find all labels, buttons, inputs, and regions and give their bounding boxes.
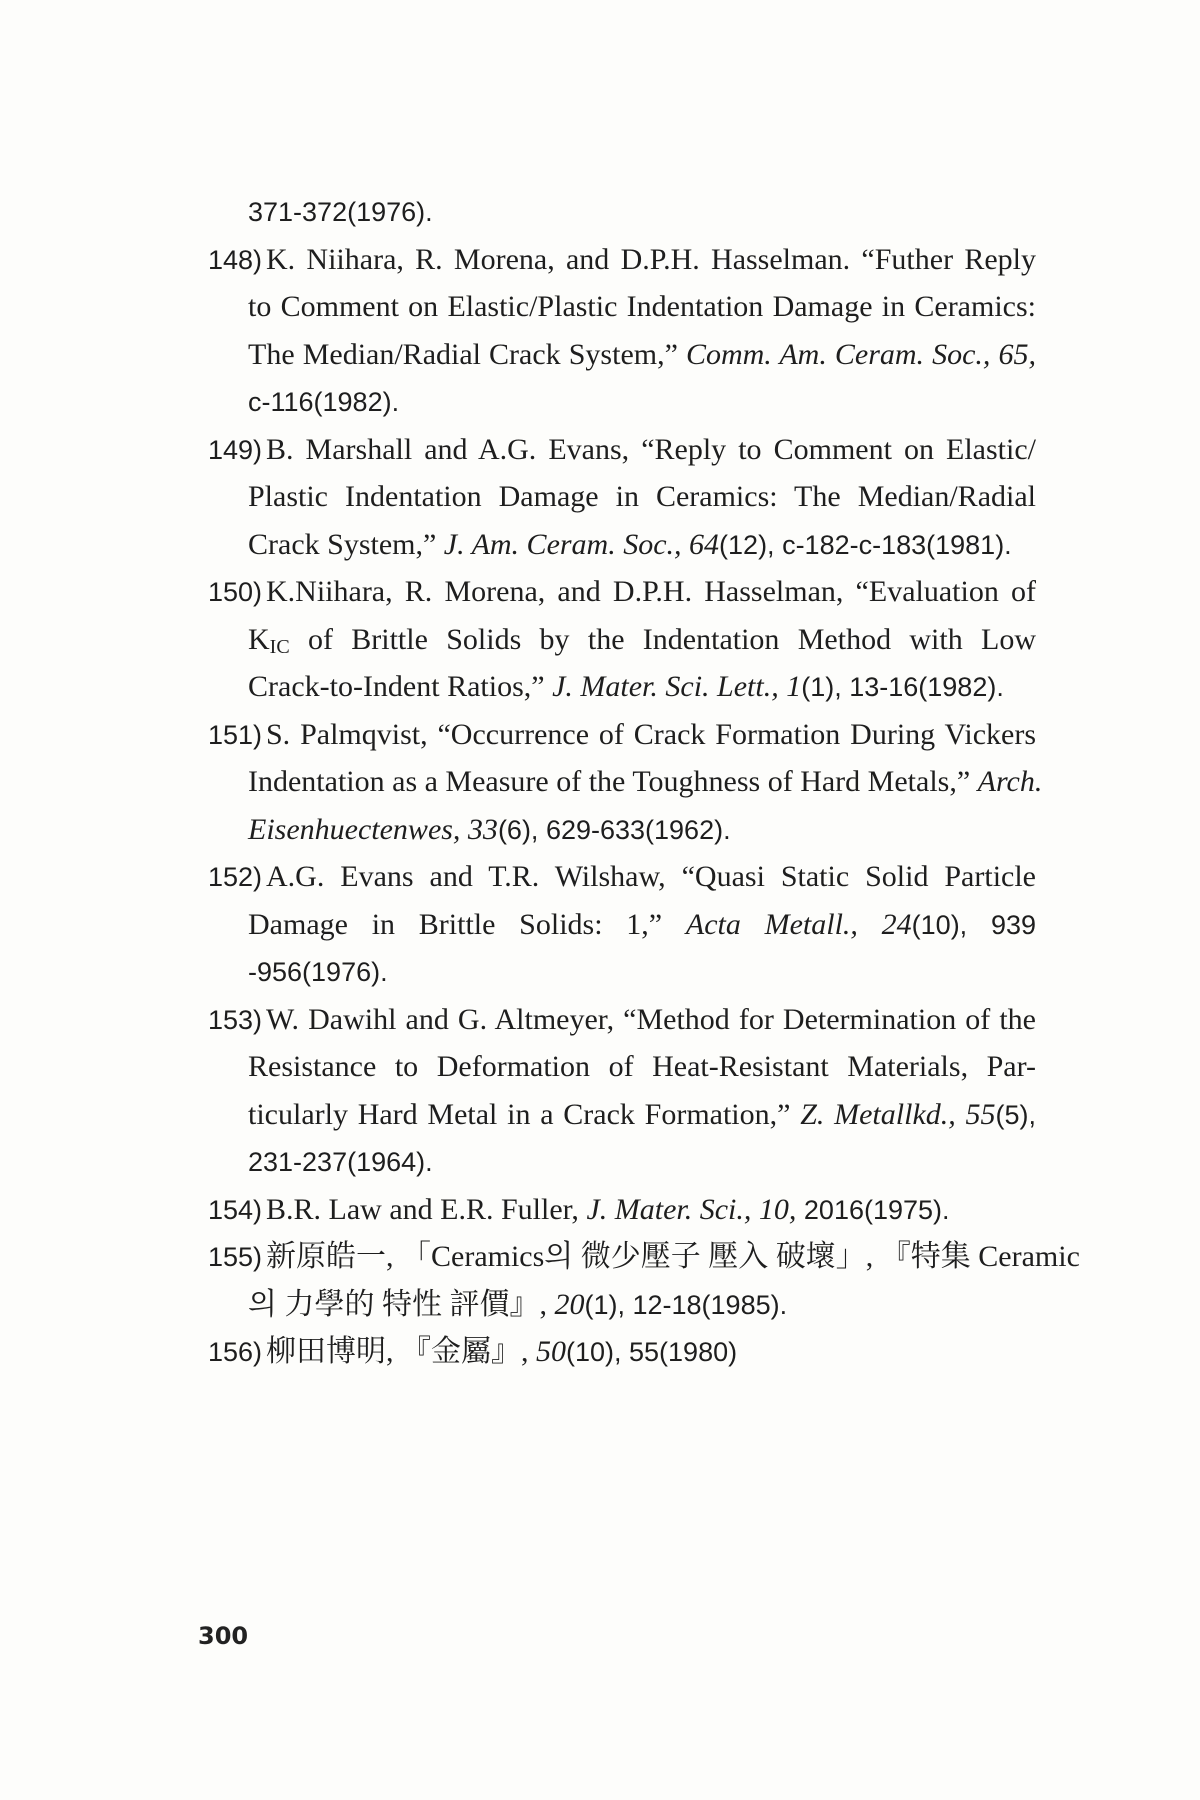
reference-number: 149): [208, 434, 263, 465]
reference-pages: -956(1976).: [248, 957, 388, 987]
reference-147-continuation: [208, 188, 1036, 236]
reference-text: B. Marshall and A.G. Evans, “Reply to Comment on Elastic/: [266, 432, 1036, 466]
reference-148-line-2: [208, 283, 1036, 331]
reference-pages: (6), 629-633(1962).: [497, 814, 731, 845]
reference-156: [208, 1328, 1036, 1376]
reference-pages: (1), 12-18(1985).: [584, 1289, 788, 1320]
reference-148-line-3: [208, 331, 1036, 379]
reference-pages: c-116(1982).: [248, 387, 400, 417]
reference-155: [208, 1233, 1080, 1281]
reference-155-line-2: [208, 1281, 1036, 1329]
reference-text: The Median/Radial Crack System,”: [248, 337, 686, 371]
reference-pages: (12), c-182-c-183(1981).: [719, 529, 1012, 560]
page-number: 300: [198, 1622, 249, 1650]
reference-147-tail: 371-372(1976).: [248, 197, 433, 227]
reference-148: [208, 236, 1036, 284]
reference-number: 156): [208, 1337, 263, 1367]
reference-number: 152): [208, 862, 263, 892]
reference-number: 154): [208, 1194, 263, 1225]
reference-text: Resistance to Deformation of Heat-Resistant Materials, Par-: [248, 1050, 1036, 1083]
reference-153-line-3: [208, 1091, 1036, 1139]
reference-148-line-4: [208, 378, 1036, 426]
reference-pages: (1), 13-16(1982).: [801, 672, 1004, 702]
reference-number: 155): [208, 1242, 263, 1272]
volume-number: 50: [536, 1335, 566, 1368]
reference-150: [208, 568, 1036, 616]
reference-152-line-2: [208, 901, 1036, 949]
reference-text: A.G. Evans and T.R. Wilshaw, “Quasi Static Solid Particle: [266, 860, 1036, 893]
reference-text: K.Niihara, R. Morena, and D.P.H. Hasselman, “Evaluation of: [266, 575, 1036, 608]
subscript-ic: IC: [269, 635, 290, 658]
reference-151-line-3: [208, 806, 1036, 854]
reference-text: ticularly Hard Metal in a Crack Formation,”: [248, 1097, 801, 1131]
reference-number: 150): [208, 577, 263, 607]
reference-text: Indentation as a Measure of the Toughness of Hard Metals,”: [248, 765, 978, 798]
reference-152-line-3: [208, 948, 1036, 996]
reference-list: [208, 188, 1080, 1376]
reference-number: 148): [208, 244, 263, 275]
journal-name: J. Mater. Sci. Lett., 1: [552, 670, 802, 703]
reference-text: 의 力學的 特性 評價』,: [248, 1287, 555, 1321]
reference-pages: (10), 55(1980): [566, 1337, 738, 1367]
reference-text: Crack-to-Indent Ratios,”: [248, 670, 553, 703]
journal-name: Comm. Am. Ceram. Soc., 65,: [685, 337, 1036, 371]
reference-text: K. Niihara, R. Morena, and D.P.H. Hasselman. “Futher Reply: [266, 242, 1036, 276]
journal-name: J. Am. Ceram. Soc., 64: [443, 527, 720, 561]
reference-151-line-2: [208, 758, 1043, 806]
reference-pages: (10), 939: [911, 909, 1036, 940]
reference-text: W. Dawihl and G. Altmeyer, “Method for Determination of the: [266, 1002, 1036, 1036]
reference-text: Crack System,”: [248, 527, 444, 561]
reference-149-line-2: [208, 473, 1036, 521]
reference-text: to Comment on Elastic/Plastic Indentation Damage in Ceramics:: [248, 290, 1036, 323]
reference-153-line-4: [208, 1138, 1036, 1186]
reference-text: Damage in Brittle Solids: 1,”: [248, 907, 686, 941]
reference-text: S. Palmqvist, “Occurrence of Crack Formation During Vickers: [266, 717, 1036, 751]
reference-text: 柳田博明, 『金屬』,: [266, 1335, 536, 1368]
reference-text: of Brittle Solids by the Indentation Method with Low: [289, 622, 1036, 656]
symbol-k: K: [248, 622, 270, 656]
reference-150-line-2: [208, 616, 1036, 664]
reference-text: Plastic Indentation Damage in Ceramics: The Median/Radial: [248, 480, 1036, 513]
reference-text: B.R. Law and E.R. Fuller,: [266, 1192, 587, 1226]
reference-151: [208, 711, 1036, 759]
reference-152: [208, 853, 1036, 901]
journal-name: J. Mater. Sci., 10,: [586, 1192, 797, 1226]
reference-153-line-2: [208, 1043, 1036, 1091]
reference-153: [208, 996, 1036, 1044]
journal-name: Z. Metallkd., 55: [800, 1097, 996, 1131]
reference-pages: 2016(1975).: [796, 1194, 950, 1225]
reference-number: 151): [208, 719, 263, 750]
journal-name: Acta Metall., 24: [685, 907, 912, 941]
reference-149: [208, 426, 1036, 474]
reference-text: 新原皓一, 「Ceramics의 微少壓子 壓入 破壞」, 『特集 Ceramic: [266, 1240, 1080, 1273]
reference-pages: (5),: [995, 1099, 1036, 1130]
journal-name: Arch.: [977, 765, 1043, 798]
volume-number: 20: [554, 1287, 585, 1321]
reference-number: 153): [208, 1004, 263, 1035]
reference-150-line-3: [208, 663, 1036, 711]
reference-pages: 231-237(1964).: [248, 1147, 433, 1177]
journal-name: Eisenhuectenwes, 33: [248, 812, 498, 846]
reference-149-line-3: [208, 521, 1036, 569]
reference-154: [208, 1186, 1036, 1234]
